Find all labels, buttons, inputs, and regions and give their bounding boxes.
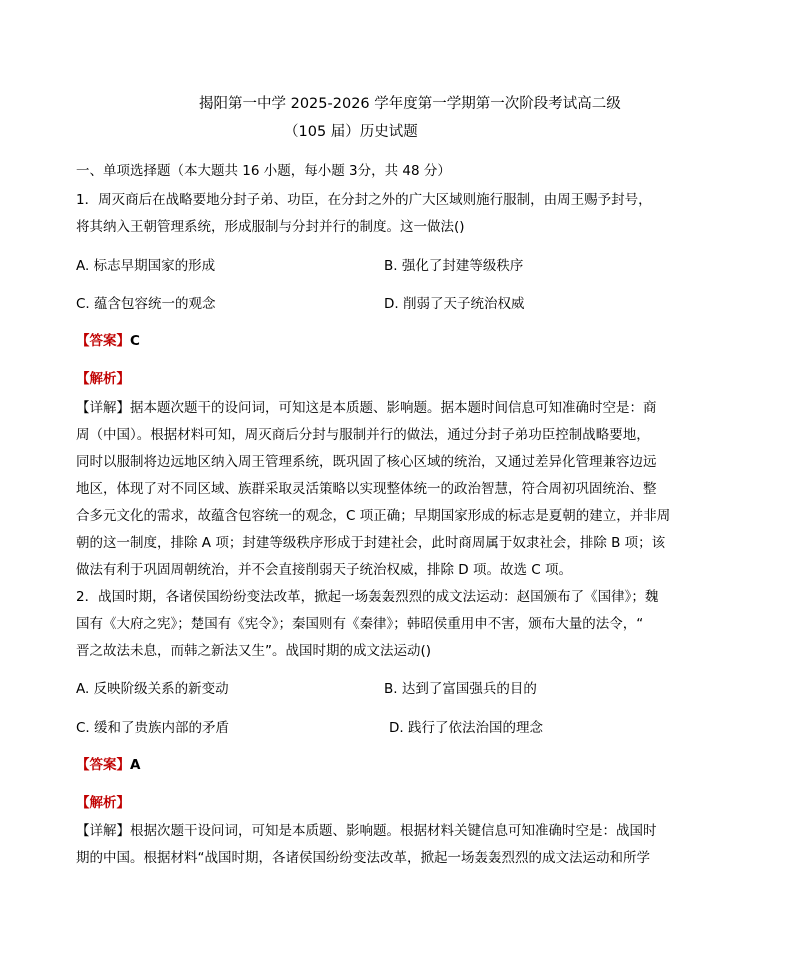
analysis-label: 【解析】 <box>76 371 130 387</box>
explanation-line: 做法有利于巩固周朝统治，并不会直接削弱天子统治权威，排除 D 项。故选 C 项。 <box>76 562 572 578</box>
question-stem-line: 晋之故法未息，而韩之新法又生”。战国时期的成文法运动() <box>76 643 432 659</box>
explanation-line: 同时以服制将边远地区纳入周王管理系统，既巩固了核心区域的统治，又通过差异化管理兼容边远 <box>76 454 657 470</box>
option-a: A. 标志早期国家的形成 <box>76 258 216 274</box>
option-d: D. 践行了依法治国的理念 <box>389 720 543 736</box>
explanation-line: 周（中国）。根据材料可知，周灭商后分封与服制并行的做法，通过分封子弟功臣控制战略要地， <box>76 427 650 443</box>
answer-value: C <box>130 333 140 349</box>
answer-label: 【答案】 <box>76 333 130 349</box>
option-b: B. 达到了富国强兵的目的 <box>384 681 537 697</box>
analysis-label: 【解析】 <box>76 795 130 811</box>
option-b: B. 强化了封建等级秩序 <box>384 258 524 274</box>
explanation-line: 【详解】据本题次题干的设问词，可知这是本质题、影响题。据本题时间信息可知准确时空是：商 <box>76 400 657 416</box>
explanation-line: 地区，体现了对不同区域、族群采取灵活策略以实现整体统一的政治智慧，符合周初巩固统治、整 <box>76 481 657 497</box>
answer-row <box>76 331 140 351</box>
question-stem-line: 国有《大府之宪》；楚国有《宪令》；秦国则有《秦律》；韩昭侯重用申不害，颁布大量的法令，“ <box>76 616 644 632</box>
answer-label: 【答案】 <box>76 757 130 773</box>
option-d: D. 削弱了天子统治权威 <box>384 296 525 312</box>
question-stem-line: 1．周灭商后在战略要地分封子弟、功臣，在分封之外的广大区域则施行服制，由周王赐予封号， <box>76 192 652 208</box>
exam-title-line1: 揭阳第一中学 2025-2026 学年度第一学期第一次阶段考试高二级 <box>199 96 621 112</box>
explanation-line: 朝的这一制度，排除 A 项；封建等级秩序形成于封建社会，此时商周属于奴隶社会，排除 B 项；该 <box>76 535 666 551</box>
option-a: A. 反映阶级关系的新变动 <box>76 681 229 697</box>
explanation-line: 合多元文化的需求，故蕴含包容统一的观念，C 项正确；早期国家形成的标志是夏朝的建立，并非周 <box>76 508 671 524</box>
exam-title-line2: （105 届）历史试题 <box>284 124 418 140</box>
question-stem-line: 2．战国时期，各诸侯国纷纷变法改革，掀起一场轰轰烈烈的成文法运动：赵国颁布了《国律》；魏 <box>76 589 659 605</box>
answer-row <box>76 755 140 775</box>
explanation-line: 期的中国。根据材料“战国时期，各诸侯国纷纷变法改革，掀起一场轰轰烈烈的成文法运动和所学 <box>76 850 650 866</box>
question-stem-line: 将其纳入王朝管理系统，形成服制与分封并行的制度。这一做法() <box>76 219 465 235</box>
section-heading: 一、单项选择题（本大题共 16 小题，每小题 3分，共 48 分） <box>76 163 451 179</box>
answer-value: A <box>130 757 141 773</box>
option-c: C. 缓和了贵族内部的矛盾 <box>76 720 230 736</box>
option-c: C. 蕴含包容统一的观念 <box>76 296 216 312</box>
explanation-line: 【详解】根据次题干设问词，可知是本质题、影响题。根据材料关键信息可知准确时空是：战国时 <box>76 823 657 839</box>
